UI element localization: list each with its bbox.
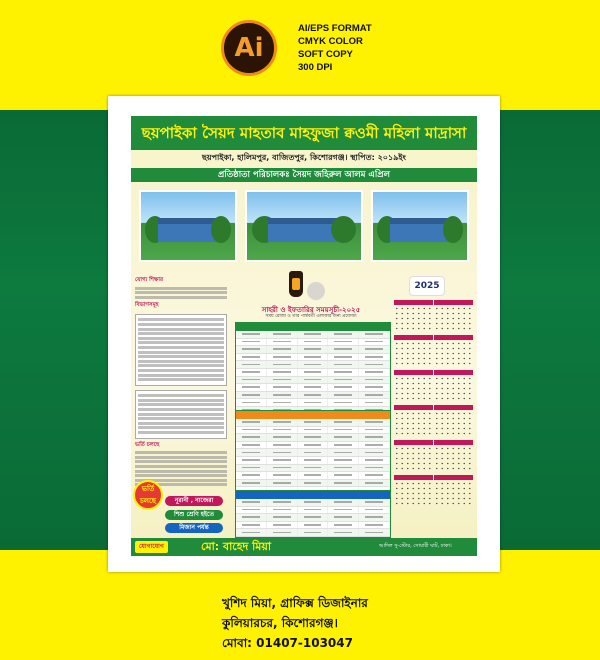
- calendar-month: [394, 405, 433, 438]
- calendar-month: [434, 370, 473, 403]
- table-header: [236, 323, 390, 331]
- calendar-month: [434, 300, 473, 333]
- calendar-month: [434, 405, 473, 438]
- calendar-month: [394, 440, 433, 473]
- sponsor-address: আদিল সু-স্টোর, সোয়ারী ঘাট, ঢাকা।: [379, 543, 452, 549]
- class-pill: নূরানী , নাজেরা: [165, 496, 223, 506]
- designer-name: খুশিদ মিয়া, গ্রাফিক্স ডিজাইনার: [222, 596, 368, 610]
- madrasa-photo: [371, 190, 469, 262]
- madrasa-address: ছয়পাইকা, হালিমপুর, বাজিতপুর, কিশোরগঞ্জ। স্থাপিত: ২০১৯ইং: [202, 153, 406, 162]
- designer-credit: [222, 593, 368, 653]
- moon-icon: [307, 282, 325, 300]
- yearly-calendar: [394, 300, 476, 510]
- adobe-illustrator-icon: Ai: [221, 20, 277, 76]
- schedule-subtitle: সময় রোজা ও তার পার্শ্ববর্তী এলাকার জন্য প্রযোজ্য: [265, 314, 357, 319]
- schedule-table: [235, 490, 391, 538]
- admission-badge: ভর্তি চলছে: [133, 480, 163, 510]
- lantern-icon: [289, 271, 303, 297]
- calendar-poster: [108, 96, 500, 572]
- info-box: [135, 314, 227, 386]
- designer-phone: মোবা: 01407-103047: [222, 636, 353, 650]
- madrasa-photo: [245, 190, 363, 262]
- section-heading: বিভাগসমূহ: [135, 301, 159, 308]
- info-box: [135, 390, 227, 439]
- sponsor-name: মো: বাহেদ মিয়া: [201, 540, 272, 553]
- calendar-month: [394, 475, 433, 508]
- designer-place: কুলিয়ারচর, কিশোরগঞ্জ।: [222, 616, 338, 630]
- calendar-month: [394, 370, 433, 403]
- madrasa-title: ছয়পাইকা সৈয়দ মাহতাব মাহফুজা ক্বওমী মহিলা মাদ্রাসা: [131, 116, 477, 150]
- table-header: [236, 491, 390, 499]
- calendar-year: 2025: [409, 276, 445, 296]
- schedule-title: সাহরী ও ইফতারির সময়সূচী-২০২৫: [261, 306, 361, 314]
- schedule-table: [235, 322, 391, 416]
- format-line: CMYK COLOR: [298, 36, 363, 47]
- poster-content: [131, 116, 477, 556]
- format-line: 300 DPI: [298, 62, 333, 73]
- admission-block: [133, 480, 229, 540]
- class-pill: শিশু শ্রেণি হইতে: [165, 510, 223, 520]
- contact-label: যোগাযোগ: [135, 541, 168, 553]
- madrasa-photo: [139, 190, 237, 262]
- calendar-month: [394, 300, 433, 333]
- class-pill: মিজান পর্যন্ত: [165, 523, 223, 533]
- section-heading: যোগ্য শিক্ষার: [135, 277, 164, 283]
- format-line: SOFT COPY: [298, 49, 353, 60]
- calendar-month: [434, 440, 473, 473]
- table-header: [236, 411, 390, 419]
- format-info: [298, 22, 372, 74]
- founder-line: প্রতিষ্ঠাতা পরিচালকঃ সৈয়দ জহিরুল আলম এপ্রিল: [131, 168, 477, 182]
- calendar-month: [394, 335, 433, 368]
- calendar-month: [434, 475, 473, 508]
- calendar-month: [434, 335, 473, 368]
- schedule-table: [235, 410, 391, 496]
- format-line: AI/EPS FORMAT: [298, 23, 372, 34]
- section-heading: ভর্তি চলছে: [135, 441, 160, 448]
- sponsor-bar: [131, 538, 477, 556]
